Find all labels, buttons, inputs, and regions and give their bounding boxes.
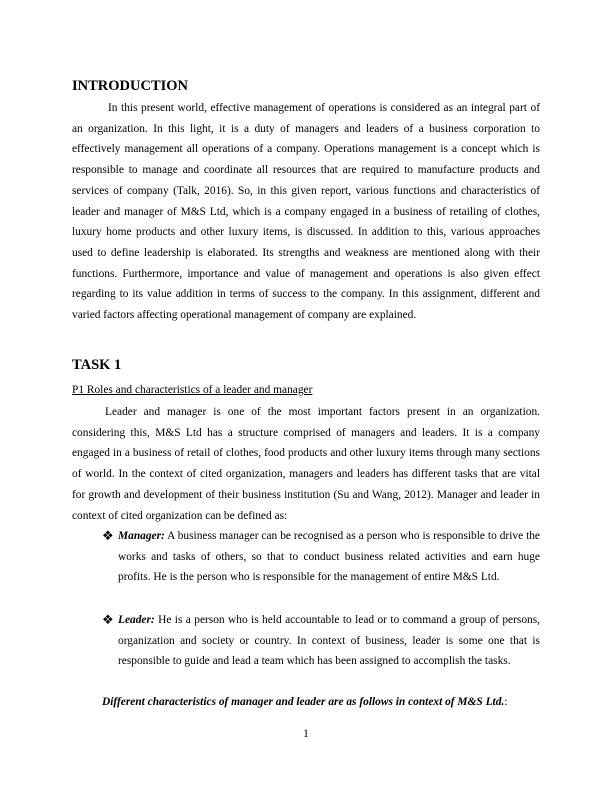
task1-paragraph: Leader and manager is one of the most important factors present in an organization. considering this, M&S Ltd has a structure comprised of managers and leaders. It is a company engaged in a business of retail of clothes, food products and other luxury items through many sections of world. In the context of cited organization, managers and leaders has different tasks that are vital for growth and development of their business institution (Su and Wang, 2012). Manager and leader in context of cited organization can be defined as: <box>72 406 540 522</box>
introduction-paragraph: In this present world, effective management of operations is considered as an integral part of an organization. In this light, it is a duty of managers and leaders of a business corporation to effectively management all operations of a company. Operations management is a concept which is responsible to manage and coordinate all resources that are required to manufacture products and services of company (Talk, 2016). So, in this given report, various functions and characteristics of leader and manager of M&S Ltd, which is a company engaged in a business of retailing of clothes, luxury home products and other luxury items, is discussed. In addition to this, various approaches used to define leadership is elaborated. Its strengths and weakness are mentioned along with their functions. Furthermore, importance and value of management and operations is also given effect regarding to its value addition in terms of success to the company. In this assignment, different and varied factors affecting operational management of company are explained. <box>72 102 540 322</box>
bullet-leader-term: Leader: <box>118 614 155 626</box>
four-diamond-bullet-icon: ❖ <box>102 528 114 543</box>
characteristics-intro-line <box>102 696 507 708</box>
bullet-manager-text <box>118 526 540 588</box>
introduction-paragraph-block <box>72 98 540 326</box>
characteristics-intro-colon: : <box>504 696 508 708</box>
bullet-leader-body: He is a person who is held accountable to lead or to command a group of persons, organization and society or country. In context of business, leader is some one that is responsible to guide and lead a team which has been assigned to accomplish the tasks. <box>118 614 540 668</box>
characteristics-intro-text: Different characteristics of manager and leader are as follows in context of M&S Ltd. <box>102 696 505 708</box>
page-number: 1 <box>303 728 309 740</box>
bullet-leader <box>102 610 540 672</box>
introduction-heading: INTRODUCTION <box>72 78 189 94</box>
bullet-manager <box>102 526 540 588</box>
task1-paragraph-block <box>72 402 540 526</box>
bullet-leader-text <box>118 610 540 672</box>
bullet-manager-body: A business manager can be recognised as a person who is responsible to drive the works and tasks of others, so that to conduct business related activities and earn huge profits. He is the person who is responsible for the management of entire M&S Ltd. <box>118 530 540 584</box>
task1-heading: TASK 1 <box>72 357 122 373</box>
four-diamond-bullet-icon: ❖ <box>102 612 114 627</box>
bullet-manager-term: Manager: <box>118 530 165 542</box>
task1-subheading: P1 Roles and characteristics of a leader and manager <box>72 384 313 396</box>
